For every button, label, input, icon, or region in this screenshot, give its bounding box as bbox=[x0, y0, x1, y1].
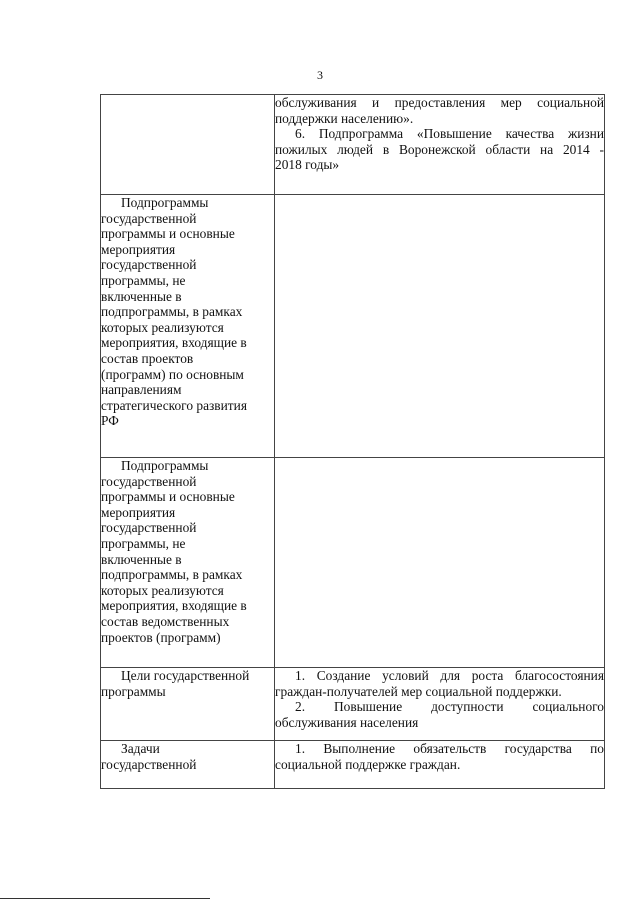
row-label-cell bbox=[101, 195, 275, 458]
text-line: государственной bbox=[101, 756, 197, 772]
text-line: государственной bbox=[101, 257, 197, 273]
text-line: государственной bbox=[101, 210, 197, 226]
table-row bbox=[101, 741, 605, 789]
row-value-cell bbox=[275, 458, 605, 668]
text-line: пожилых людей в Воронежской области на 2014 - bbox=[275, 141, 604, 157]
text-line: 1. Выполнение обязательств государства по bbox=[295, 741, 604, 756]
text-line: 2018 годы» bbox=[275, 157, 340, 173]
text-line: граждан-получателей мер социальной поддержки. bbox=[275, 683, 562, 699]
text-line: социальной поддержке граждан. bbox=[275, 756, 461, 772]
text-line: поддержки населению». bbox=[275, 110, 414, 126]
page-number: 3 bbox=[317, 68, 323, 82]
row-label-cell bbox=[101, 458, 275, 668]
text-line: состав проектов bbox=[101, 350, 194, 366]
row-value-cell bbox=[275, 195, 605, 458]
text-line: программы и основные bbox=[101, 226, 235, 242]
row-value-cell bbox=[275, 95, 605, 195]
row-label-cell bbox=[101, 668, 275, 741]
text-line: программы, не bbox=[101, 272, 186, 288]
row-label-cell bbox=[101, 95, 275, 195]
text-line: Задачи bbox=[121, 741, 160, 756]
text-line: государственной bbox=[101, 520, 197, 536]
text-line: стратегического развития bbox=[101, 397, 247, 413]
text-line: программы, не bbox=[101, 535, 186, 551]
text-line: 2. Повышение доступности социального bbox=[295, 699, 604, 715]
text-line: Подпрограммы bbox=[121, 195, 209, 210]
table-row bbox=[101, 668, 605, 741]
text-line: подпрограммы, в рамках bbox=[101, 567, 243, 583]
table-row bbox=[101, 95, 605, 195]
text-line: (программ) по основным bbox=[101, 366, 244, 382]
text-line: мероприятия bbox=[101, 241, 176, 257]
text-line: РФ bbox=[101, 413, 119, 429]
text-line: подпрограммы, в рамках bbox=[101, 304, 243, 320]
text-line: 6. Подпрограмма «Повышение качества жизни bbox=[295, 126, 604, 142]
passport-table bbox=[100, 94, 605, 789]
text-line: обслуживания и предоставления мер социальной bbox=[275, 95, 604, 110]
text-line: мероприятия, входящие в bbox=[101, 598, 247, 614]
text-line: включенные в bbox=[101, 288, 182, 304]
text-line: мероприятия bbox=[101, 504, 176, 520]
text-line: проектов (программ) bbox=[101, 629, 221, 645]
text-line: включенные в bbox=[101, 551, 182, 567]
text-line: которых реализуются bbox=[101, 319, 224, 335]
table-row bbox=[101, 195, 605, 458]
text-line: Подпрограммы bbox=[121, 458, 209, 473]
text-line: состав ведомственных bbox=[101, 613, 230, 629]
row-value-cell bbox=[275, 741, 605, 789]
row-value-cell bbox=[275, 668, 605, 741]
text-line: программы bbox=[101, 683, 166, 699]
text-line: программы и основные bbox=[101, 489, 235, 505]
text-line: которых реализуются bbox=[101, 582, 224, 598]
text-line: 1. Создание условий для роста благосостояния bbox=[295, 668, 604, 683]
text-line: Цели государственной bbox=[121, 668, 250, 683]
table-row bbox=[101, 458, 605, 668]
text-line: государственной bbox=[101, 473, 197, 489]
row-label-cell bbox=[101, 741, 275, 789]
text-line: мероприятия, входящие в bbox=[101, 335, 247, 351]
text-line: направлениям bbox=[101, 382, 182, 398]
footnote-divider bbox=[0, 898, 210, 899]
text-line: обслуживания населения bbox=[275, 714, 419, 730]
